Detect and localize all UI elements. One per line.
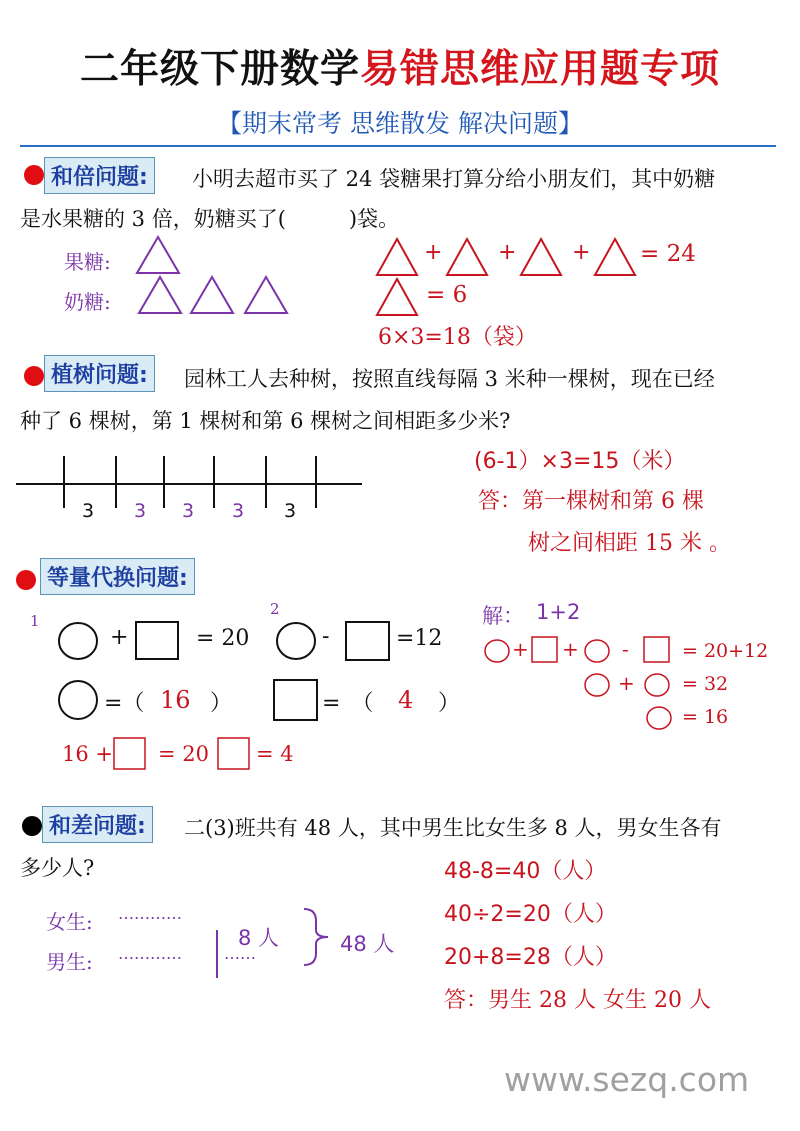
eq2-result: = 6 [426, 282, 468, 308]
section2-bullet [24, 366, 44, 386]
watermark: www.sezq.com [504, 1060, 750, 1099]
plus-sign: + [572, 240, 591, 265]
triangle-icon [518, 236, 564, 278]
eq-number-1: 1 [30, 612, 40, 630]
triangle-icon [242, 274, 290, 316]
square-icon [112, 736, 148, 772]
section2-calc: (6-1）×3=15（米） [474, 449, 686, 474]
section1-label: 和倍问题: [44, 157, 155, 194]
circle-icon [56, 620, 100, 662]
section4-bullet [22, 816, 42, 836]
milk-label: 奶糖: [64, 290, 111, 314]
plus-sign: + [562, 637, 579, 661]
result-row3: = 16 [682, 706, 729, 728]
triangle-icon [374, 276, 420, 318]
gap-label: 3 [232, 500, 245, 522]
triangle-icon [136, 274, 184, 316]
plus-sign: + [110, 625, 129, 650]
result-row1: = 20+12 [682, 640, 769, 662]
circle-icon [56, 678, 100, 722]
section2-line1: 园林工人去种树，按照直线每隔 3 米种一棵树，现在已经 [184, 367, 715, 391]
section4-line1: 二(3)班共有 48 人，其中男生比女生多 8 人，男女生各有 [184, 816, 722, 840]
square-icon [344, 620, 392, 662]
brace-icon [300, 906, 334, 968]
circle-icon [274, 620, 318, 662]
section4-answer: 答：男生 28 人 女生 20 人 [444, 988, 711, 1013]
minus-sign: - [322, 624, 330, 649]
triangle-icon [188, 274, 236, 316]
section1-answer: 6×3=18（袋） [378, 325, 537, 350]
square-equals: = （ [322, 691, 374, 716]
circle-equals: =（ [104, 691, 145, 716]
calc-line3: 20+8=28（人） [444, 945, 617, 970]
girl-dotted-line: ………… [118, 904, 182, 923]
section1-line2: 是水果糖的 3 倍，奶糖买了( )袋。 [20, 207, 400, 231]
square-icon [134, 620, 180, 662]
section1-bullet [24, 165, 44, 185]
section4-line2: 多少人? [20, 856, 95, 880]
section3-bullet [16, 570, 36, 590]
plus-sign: + [512, 637, 529, 661]
triangle-icon [444, 236, 490, 278]
triangle-icon [134, 234, 182, 276]
gap-label: 3 [284, 500, 297, 522]
eq-twenty: = 20 [196, 626, 250, 651]
circle-value: 16 [160, 686, 191, 714]
plus-sign: + [424, 240, 443, 265]
section2-label: 植树问题: [44, 355, 155, 392]
bottom-eq-start: 16 + [62, 742, 113, 766]
square-icon [272, 678, 320, 724]
triangle-icon [374, 236, 420, 278]
plus-sign: + [618, 671, 635, 695]
calc-line2: 40÷2=20（人） [444, 902, 617, 927]
extra-dotted-line: …… [224, 944, 256, 963]
close-paren: ） [210, 691, 233, 716]
bottom-eq-twenty: = 20 [158, 742, 209, 766]
square-icon [216, 736, 252, 772]
result-row2: = 32 [682, 673, 729, 695]
square-icon [530, 635, 560, 665]
bottom-eq-four: = 4 [256, 742, 294, 766]
section2-answer-line1: 答：第一棵树和第 6 棵 [478, 489, 704, 514]
section2-answer-line2: 树之间相距 15 米 。 [528, 531, 731, 556]
fruit-label: 果糖: [64, 250, 111, 274]
circle-icon [482, 636, 512, 666]
total-label: 48 人 [340, 932, 395, 956]
title-part1: 二年级下册数学 [79, 47, 360, 92]
subtitle: 【期末常考 思维散发 解决问题】 [217, 109, 583, 138]
square-icon [642, 635, 672, 665]
boy-label: 男生: [46, 950, 93, 974]
gap-label: 3 [182, 500, 195, 522]
circle-icon [642, 670, 672, 700]
section2-line2: 种了 6 棵树，第 1 棵树和第 6 棵树之间相距多少米? [20, 409, 511, 433]
boy-dotted-line: ………… [118, 944, 182, 963]
title-part2: 易错思维应用题专项 [360, 47, 721, 92]
page-title [0, 38, 800, 94]
section3-label: 等量代换问题: [40, 558, 195, 595]
triangle-icon [592, 236, 638, 278]
calc-line1: 48-8=40（人） [444, 859, 607, 884]
girl-label: 女生: [46, 910, 93, 934]
gap-label: 3 [134, 500, 147, 522]
section1-line1: 小明去超市买了 24 袋糖果打算分给小朋友们，其中奶糖 [192, 167, 716, 191]
eq-twelve: =12 [396, 626, 443, 651]
gap-label: 3 [82, 500, 95, 522]
circle-icon [582, 636, 612, 666]
solution-label: 解： [482, 604, 524, 628]
eq-number-2: 2 [270, 600, 280, 618]
solution-hint: 1+2 [536, 600, 581, 624]
divider-mark [216, 930, 218, 978]
square-value: 4 [398, 686, 414, 714]
eq1-result: = 24 [640, 241, 696, 267]
difference-label: 8 人 [238, 926, 280, 950]
header-rule [20, 145, 776, 147]
plus-sign: + [498, 240, 517, 265]
section4-label: 和差问题: [42, 806, 153, 843]
circle-icon [644, 703, 674, 733]
circle-icon [582, 670, 612, 700]
minus-sign: - [622, 637, 629, 661]
close-paren: ） [438, 691, 461, 716]
